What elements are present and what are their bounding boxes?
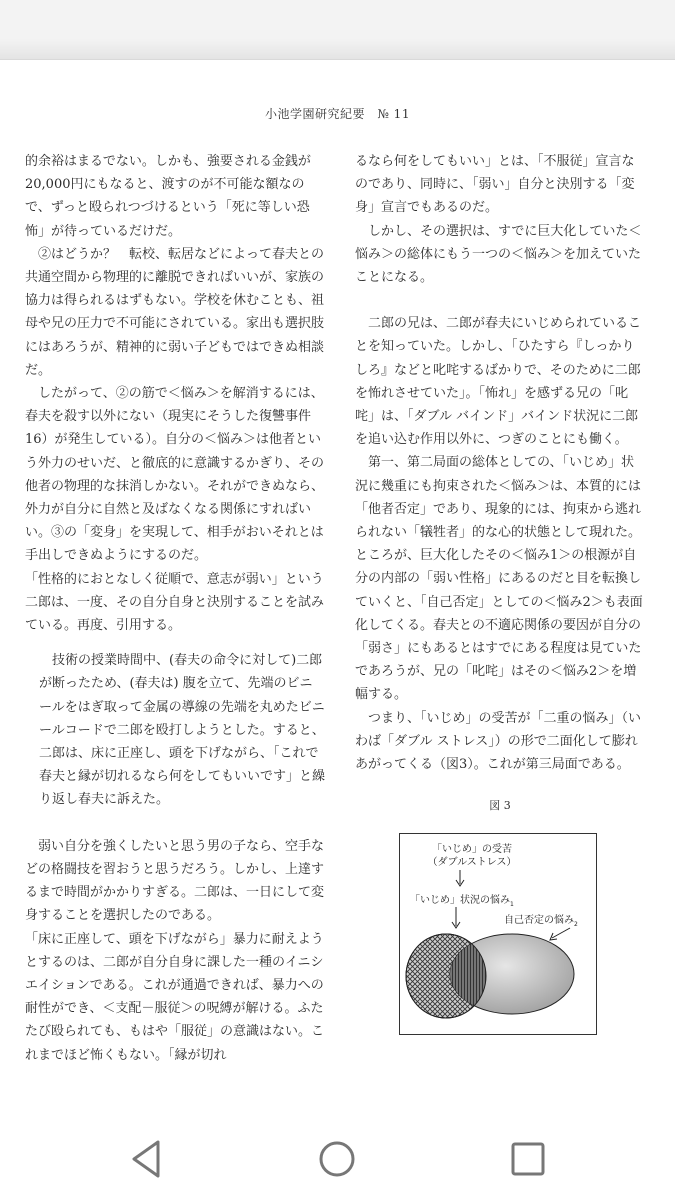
right-paragraph-2: しかし、その選択は、すでに巨大化していた＜悩み＞の総体にもう一つの＜悩み＞を加えていたことになる。 [355, 223, 642, 286]
triangle-back-icon[interactable] [122, 1134, 172, 1184]
left-paragraph-4: 「性格的におとなしく従順で、意志が弱い」という二郎は、一度、その自分自身と決別することを試みている。再度、引用する。 [25, 571, 325, 634]
figure-label-1: 「いじめ」状況の悩み$_1$ [410, 895, 514, 909]
block-quote: 技術の授業時間中、(春夫の命令に対して)二郎が断ったため、(春夫は) 腹を立て、先端のビニールをはぎ取って金属の導線の先端を丸めたビニールコードで二郎を殴打しようとした。すると、二郎は、床に正座し、頭を下げながら、「これで春夫と縁が切れるなら何をしてもいいです」と繰り返し春夫に訴えた。 [39, 653, 326, 808]
left-paragraph-2: ②はどうか？ 転校、転居などによって春夫との共通空間から物理的に離脱できればいいが、家族の協力は得られるはずもない。学校を休むことも、祖母や兄の圧力で不可能にされている。家出も選択肢にはあろうが、精神的に弱い子どもではできぬ相談だ。 [25, 246, 325, 378]
right-paragraph-1: るなら何をしてもいい」とは、「不服従」宣言なのであり、同時に、「弱い」自分と決別する「変身」宣言でもあるのだ。 [355, 154, 635, 216]
right-paragraph-4: 第一、第二局面の総体としての、「いじめ」状況に幾重にも拘束された＜悩み＞は、本質的には「他者否定」であり、現象的には、拘束から逃れられない「犠牲者」的な心的状態として現れた。ところが、巨大化したその＜悩み1＞の根源が自分の内部の「弱い性格」にあるのだと目を転換していくと、「自己否定」としての＜悩み2＞も表面化してくる。春夫との不適応関係の要因が自分の「弱さ」にもあるとはすでにある程度は見ていたであろうが、兄の「叱咤」はその＜悩み2＞を増幅する。 [355, 455, 643, 703]
figure-title-2: （ダブルストレス） [427, 857, 517, 869]
left-column [25, 150, 325, 1067]
browser-top-bar [0, 0, 675, 60]
right-column [355, 150, 645, 1035]
left-paragraph-1: 的余裕はまるでない。しかも、強要される金銭が20,000円にもなると、渡すのが不可能な額なので、ずっと殴られつづけるという「死に等しい恐怖」が待っているだけだ。 [25, 154, 311, 239]
android-nav-bar [0, 1120, 675, 1200]
document-page [0, 60, 675, 1120]
circle-home-icon[interactable] [312, 1134, 362, 1184]
figure-label-2: 自己否定の悩み$_2$ [504, 915, 578, 929]
right-paragraph-5: つまり、「いじめ」の受苦が「二重の悩み」（いわば「ダブル ストレス」）の形で二面化して膨れあがってくる（図3）。これが第三局面である。 [355, 710, 642, 773]
left-paragraph-3: したがって、②の筋で＜悩み＞を解消するには、春夫を殺す以外にない（現実にそうした復讐事件16）が発生している）。自分の＜悩み＞は他者という外力のせいだ、と徹底的に意識するかぎり、その他者の物理的な抹消しかない。それができぬなら、外力が自分に自然と及ばなくなる関係にすればいい。③の「変身」を実現して、相手がおいそれとは手出しできぬようにするのだ。 [25, 386, 325, 564]
left-paragraph-6: 「床に正座して、頭を下げながら」暴力に耐えようとするのは、二郎が自分自身に課した一種のイニシエイションである。これが通過できれば、暴力への耐性ができ、＜支配－服従＞の呪縛が解ける。ふたたび殴られても、もはや「服従」の意識はない。これまでほど怖くもない。「縁が切れ [25, 931, 325, 1063]
right-paragraph-3: 二郎の兄は、二郎が春夫にいじめられていることを知っていた。しかし、「ひたすら『しっかりしろ』などと叱咤するばかりで、そのために二郎を怖れさせていた」。「怖れ」を感ずる兄の「叱咤」は、「ダブル バインド」バインド状況に二郎を追い込む作用以外に、つぎのことにも働く。 [355, 316, 642, 448]
journal-header: 小池学園研究紀要 № 11 [265, 107, 410, 121]
square-recents-icon[interactable] [503, 1134, 553, 1184]
figure-title-1: 「いじめ」の受苦 [432, 844, 512, 856]
figure-caption: 図 3 [489, 799, 511, 813]
top-bar-shadow [0, 39, 675, 60]
figure-3-diagram [399, 833, 597, 1035]
left-paragraph-5: 弱い自分を強くしたいと思う男の子なら、空手などの格闘技を習おうと思うだろう。しかし、上達するまで時間がかかりすぎる。二郎は、一日にして変身することを選択したのである。 [25, 838, 325, 924]
